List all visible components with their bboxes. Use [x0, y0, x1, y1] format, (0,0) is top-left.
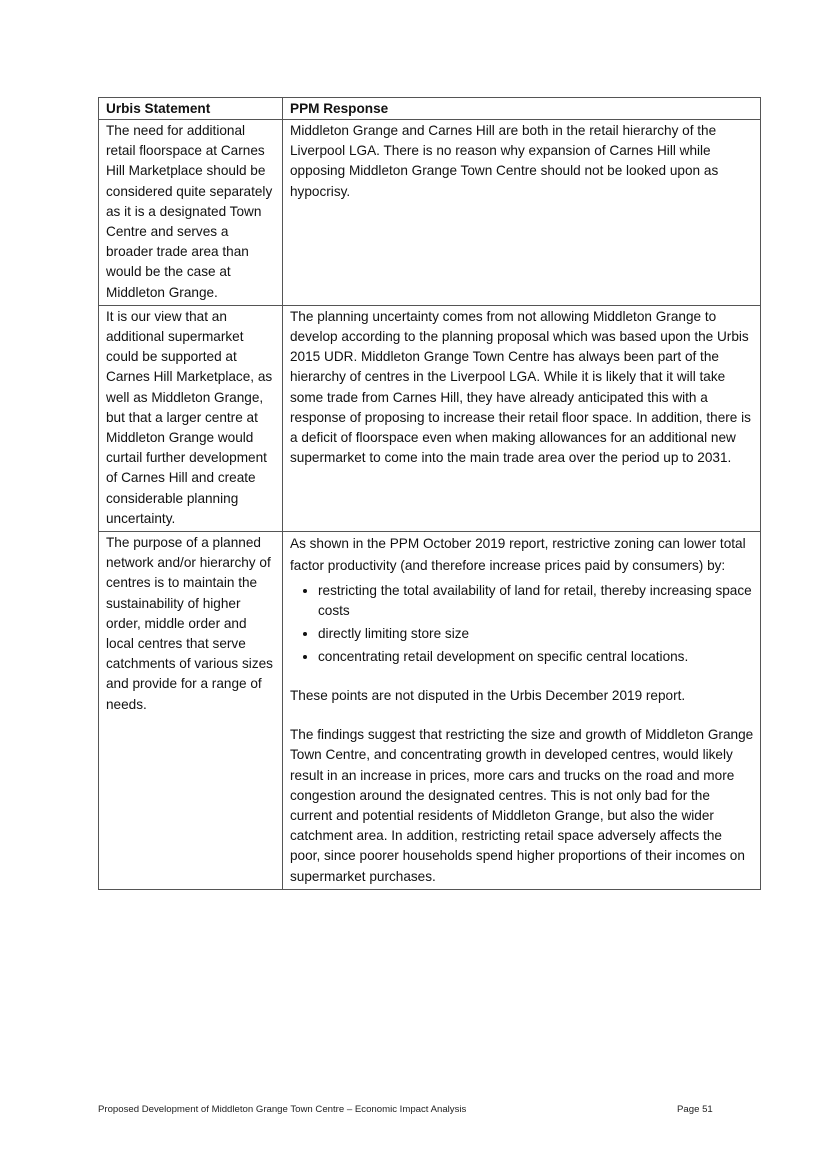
column-header-urbis-statement: Urbis Statement — [99, 98, 283, 120]
ppm-response-cell — [283, 532, 761, 890]
table-row — [99, 305, 761, 531]
ppm-response-cell — [283, 120, 761, 306]
urbis-statement-cell: It is our view that an additional supermarket could be supported at Carnes Hill Marketplace, as well as Middleton Grange, but that a larger centre at Middleton Grange would curtail further development of Carnes Hill and create considerable planning uncertainty. — [99, 305, 283, 531]
column-header-ppm-response: PPM Response — [283, 98, 761, 120]
bullet-item: • restricting the total availability of land for retail, thereby increasing space costs — [318, 581, 754, 621]
bullet-item: • directly limiting store size — [318, 624, 754, 644]
footer-page-number: Page 51 — [677, 1104, 713, 1115]
footer-document-title: Proposed Development of Middleton Grange Town Centre – Economic Impact Analysis — [98, 1104, 467, 1115]
urbis-statement-cell: The purpose of a planned network and/or hierarchy of centres is to maintain the sustainability of higher order, middle order and local centres that serve catchments of various sizes and provide for a range of needs. — [99, 532, 283, 890]
table-row — [99, 532, 761, 890]
table-row — [99, 120, 761, 306]
table-header-row — [99, 98, 761, 120]
response-lead-paragraph: As shown in the PPM October 2019 report, restrictive zoning can lower total factor productivity (and therefore increase prices paid by consumers) by: — [290, 536, 746, 574]
urbis-statement-cell: The need for additional retail floorspace at Carnes Hill Marketplace should be considered quite separately as it is a designated Town Centre and serves a broader trade area than would be the case at Middleton Grange. — [99, 120, 283, 306]
response-paragraph: The findings suggest that restricting the size and growth of Middleton Grange Town Centre, and concentrating growth in developed centres, would likely result in an increase in prices, more cars and trucks on the road and more congestion around the designated centres. This is not only bad for the current and potential residents of Middleton Grange, but also the wider catchment area. In addition, restricting retail space adversely affects the poor, since poorer households spend higher proportions of their incomes on supermarket purchases. — [290, 727, 754, 884]
response-paragraph: Middleton Grange and Carnes Hill are both in the retail hierarchy of the Liverpool LGA. There is no reason why expansion of Carnes Hill while opposing Middleton Grange Town Centre should not be looked upon as hypocrisy. — [290, 123, 719, 199]
response-paragraph: These points are not disputed in the Urbis December 2019 report. — [290, 688, 686, 704]
statement-response-table — [98, 97, 761, 890]
ppm-response-cell — [283, 305, 761, 531]
response-bullet-list — [290, 581, 754, 667]
response-paragraph: The planning uncertainty comes from not allowing Middleton Grange to develop according to the planning proposal which was based upon the Urbis 2015 UDR. Middleton Grange Town Centre has always been part of the hierarchy of centres in the Liverpool LGA. While it is likely that it will take some trade from Carnes Hill, they have already anticipated this with a response of proposing to increase their retail floor space. In addition, there is a deficit of floorspace even when making allowances for an additional new supermarket to come into the main trade area over the period up to 2031. — [290, 308, 751, 466]
bullet-item: • concentrating retail development on specific central locations. — [318, 647, 754, 667]
